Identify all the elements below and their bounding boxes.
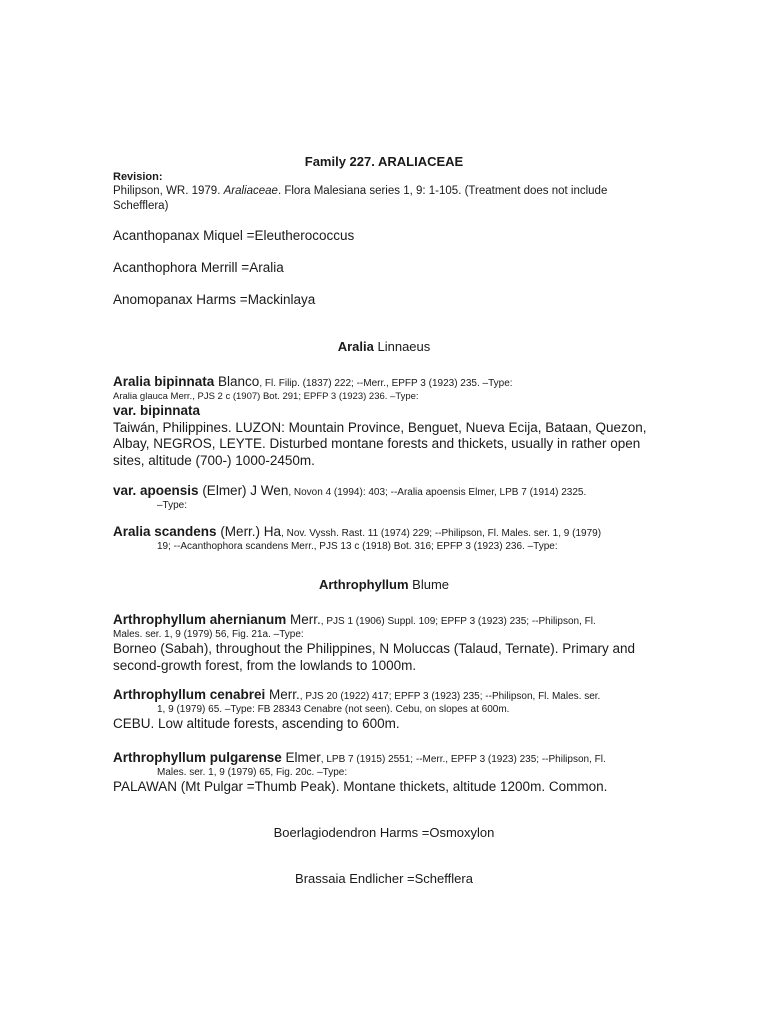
species-citation-cont: 19; --Acanthophora scandens Merr., PJS 13 c (1918) Bot. 316; EPFP 3 (1923) 236. –Type: bbox=[157, 541, 558, 552]
species-distribution: Taiwán, Philippines. LUZON: Mountain Province, Benguet, Nueva Ecija, Bataan, Quezon, Albay, NEGROS, LEYTE. Disturbed montane forests and thickets, usually in rather open sites, altitude (700-) 1000-2450m. bbox=[113, 419, 647, 468]
species-citation-cont: Males. ser. 1, 9 (1979) 56, Fig. 21a. –Type: bbox=[113, 629, 304, 640]
species-citation: , LPB 7 (1915) 2551; --Merr., EPFP 3 (1923) 235; --Philipson, Fl. bbox=[320, 754, 606, 765]
species-name: Arthrophyllum pulgarense bbox=[113, 750, 282, 765]
species-arthrophyllum-cenabrei bbox=[113, 686, 653, 733]
species-citation: , PJS 20 (1922) 417; EPFP 3 (1923) 235; --Philipson, Fl. Males. ser. bbox=[299, 691, 601, 702]
revision-author: Philipson, WR. 1979. bbox=[113, 185, 224, 197]
genus-author: Linnaeus bbox=[373, 339, 431, 354]
variety-author: (Elmer) J Wen bbox=[198, 483, 289, 498]
species-citation: , Fl. Filip. (1837) 222; --Merr., EPFP 3 (1923) 235. –Type: bbox=[259, 378, 513, 389]
species-author: Merr. bbox=[265, 687, 300, 702]
species-citation-cont: 1, 9 (1979) 65. –Type: FB 28343 Cenabre (not seen). Cebu, on slopes at 600m. bbox=[157, 704, 510, 715]
species-author: Merr. bbox=[286, 612, 321, 627]
species-distribution: CEBU. Low altitude forests, ascending to 600m. bbox=[113, 716, 400, 731]
revision-heading: Revision: bbox=[113, 171, 163, 183]
species-distribution: PALAWAN (Mt Pulgar =Thumb Peak). Montane thickets, altitude 1200m. Common. bbox=[113, 779, 608, 794]
revision-work: Araliaceae bbox=[223, 185, 278, 197]
genus-author: Blume bbox=[408, 577, 450, 592]
variety-citation: , Novon 4 (1994): 403; --Aralia apoensis Elmer, LPB 7 (1914) 2325. bbox=[288, 487, 587, 498]
revision-section bbox=[113, 171, 653, 214]
variety-name: var. apoensis bbox=[113, 483, 199, 498]
species-synonym: Aralia glauca Merr., PJS 2 c (1907) Bot. 291; EPFP 3 (1923) 236. –Type: bbox=[113, 391, 419, 402]
species-author: Blanco bbox=[214, 374, 260, 389]
genus-heading-aralia bbox=[0, 339, 768, 354]
species-distribution: Borneo (Sabah), throughout the Philippines, N Moluccas (Talaud, Ternate). Primary and second-growth forest, from the lowlands to 1000m. bbox=[113, 641, 636, 673]
species-author: (Merr.) Ha bbox=[216, 524, 282, 539]
species-aralia-scandens bbox=[113, 523, 653, 553]
revision-reference bbox=[113, 184, 653, 214]
variety-type: –Type: bbox=[157, 500, 188, 511]
species-citation-cont: Males. ser. 1, 9 (1979) 65, Fig. 20c. –Type: bbox=[157, 767, 348, 778]
species-arthrophyllum-pulgarense bbox=[113, 749, 653, 796]
synonym-acanthophora: Acanthophora Merrill =Aralia bbox=[113, 260, 284, 275]
family-title: Family 227. ARALIACEAE bbox=[304, 154, 464, 169]
genus-name: Arthrophyllum bbox=[318, 577, 409, 592]
species-arthrophyllum-ahernianum bbox=[113, 611, 653, 674]
revision-rest: . Flora Malesiana series 1, 9: 1-105. (Treatment does not include Schefflera) bbox=[113, 185, 608, 212]
synonym-brassaia: Brassaia Endlicher =Schefflera bbox=[295, 871, 473, 886]
species-name: Arthrophyllum ahernianum bbox=[113, 612, 287, 627]
species-name: Arthrophyllum cenabrei bbox=[113, 687, 266, 702]
species-name: Aralia bipinnata bbox=[113, 374, 215, 389]
synonym-anomopanax: Anomopanax Harms =Mackinlaya bbox=[113, 292, 316, 307]
synonym-boerlagiodendron: Boerlagiodendron Harms =Osmoxylon bbox=[273, 825, 495, 840]
variety-label: var. bipinnata bbox=[113, 403, 201, 418]
variety-apoensis bbox=[113, 482, 653, 512]
genus-heading-arthrophyllum bbox=[0, 577, 768, 592]
species-aralia-bipinnata bbox=[113, 373, 653, 469]
species-author: Elmer bbox=[281, 750, 321, 765]
species-name: Aralia scandens bbox=[113, 524, 217, 539]
synonym-acanthopanax: Acanthopanax Miquel =Eleutherococcus bbox=[113, 228, 355, 243]
species-citation: , PJS 1 (1906) Suppl. 109; EPFP 3 (1923) 235; --Philipson, Fl. bbox=[320, 616, 596, 627]
genus-name: Aralia bbox=[337, 339, 374, 354]
species-citation: , Nov. Vyssh. Rast. 11 (1974) 229; --Philipson, Fl. Males. ser. 1, 9 (1979) bbox=[281, 528, 602, 539]
